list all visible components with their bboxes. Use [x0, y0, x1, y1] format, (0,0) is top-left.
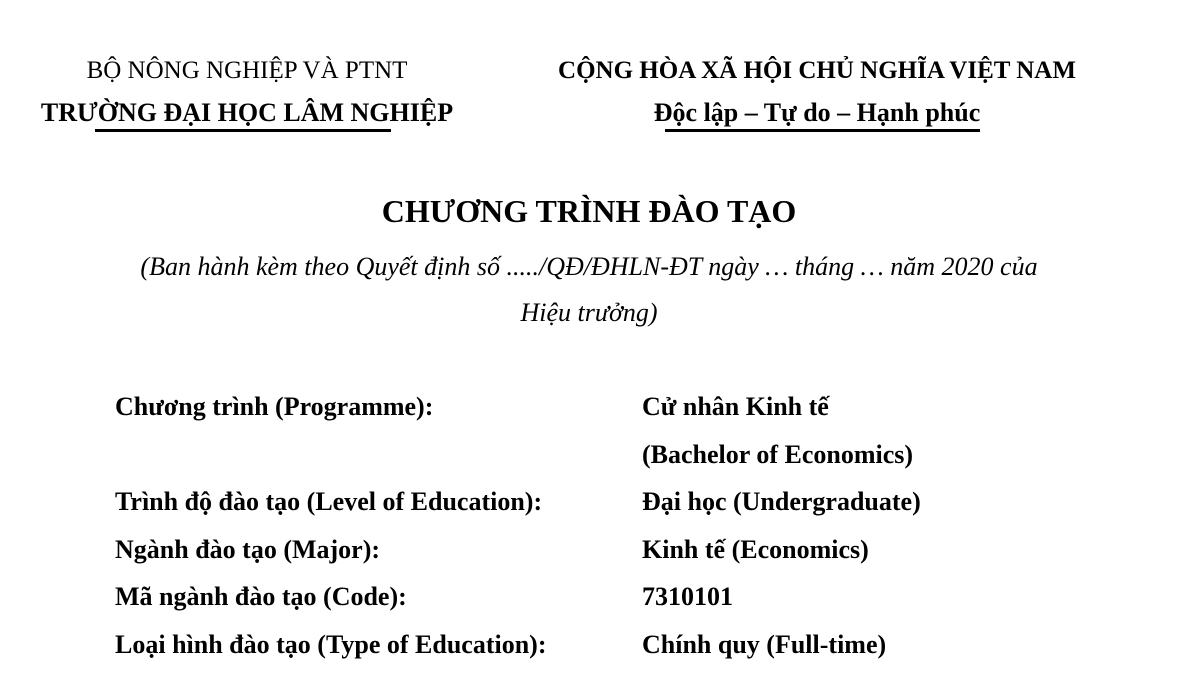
field-row-code	[115, 573, 1178, 621]
document-title: CHƯƠNG TRÌNH ĐÀO TẠO	[381, 193, 797, 229]
field-value: 7310101	[642, 582, 733, 611]
national-motto: Độc lập – Tự do – Hạnh phúc	[654, 92, 981, 134]
ministry-name: BỘ NÔNG NGHIỆP VÀ PTNT	[86, 57, 408, 84]
field-row-level	[115, 478, 1178, 526]
header-left-block	[0, 50, 494, 134]
field-row-programme	[115, 383, 1178, 431]
programme-fields	[115, 383, 1178, 668]
national-title: CỘNG HÒA XÃ HỘI CHỦ NGHĨA VIỆT NAM	[558, 57, 1076, 84]
field-value: Cử nhân Kinh tế	[642, 392, 829, 421]
field-label	[115, 431, 642, 479]
field-label: Ngành đào tạo (Major):	[115, 534, 381, 564]
university-name: TRƯỜNG ĐẠI HỌC LÂM NGHIỆP	[41, 92, 453, 134]
university-name-line	[0, 92, 494, 134]
field-row-programme-en	[115, 431, 1178, 479]
field-value: Kinh tế (Economics)	[642, 534, 869, 564]
issuance-note-line2: Hiệu trưởng)	[520, 298, 658, 327]
field-label: Loại hình đào tạo (Type of Education):	[115, 629, 547, 659]
header-right-block	[494, 50, 1140, 134]
national-motto-line	[494, 92, 1140, 134]
issuance-note	[0, 244, 1178, 336]
field-row-type	[115, 621, 1178, 669]
field-label: Chương trình (Programme):	[115, 392, 434, 421]
field-value: Đại học (Undergraduate)	[642, 487, 921, 516]
field-label: Trình độ đào tạo (Level of Education):	[115, 487, 543, 516]
field-value: Chính quy (Full-time)	[642, 629, 887, 659]
field-label: Mã ngành đào tạo (Code):	[115, 582, 407, 611]
document-header	[0, 50, 1178, 134]
issuance-note-line1: (Ban hành kèm theo Quyết định số ...../QĐ/ĐHLN-ĐT ngày … tháng … năm 2020 của	[140, 252, 1038, 281]
field-row-major	[115, 526, 1178, 574]
field-value: (Bachelor of Economics)	[642, 439, 914, 469]
